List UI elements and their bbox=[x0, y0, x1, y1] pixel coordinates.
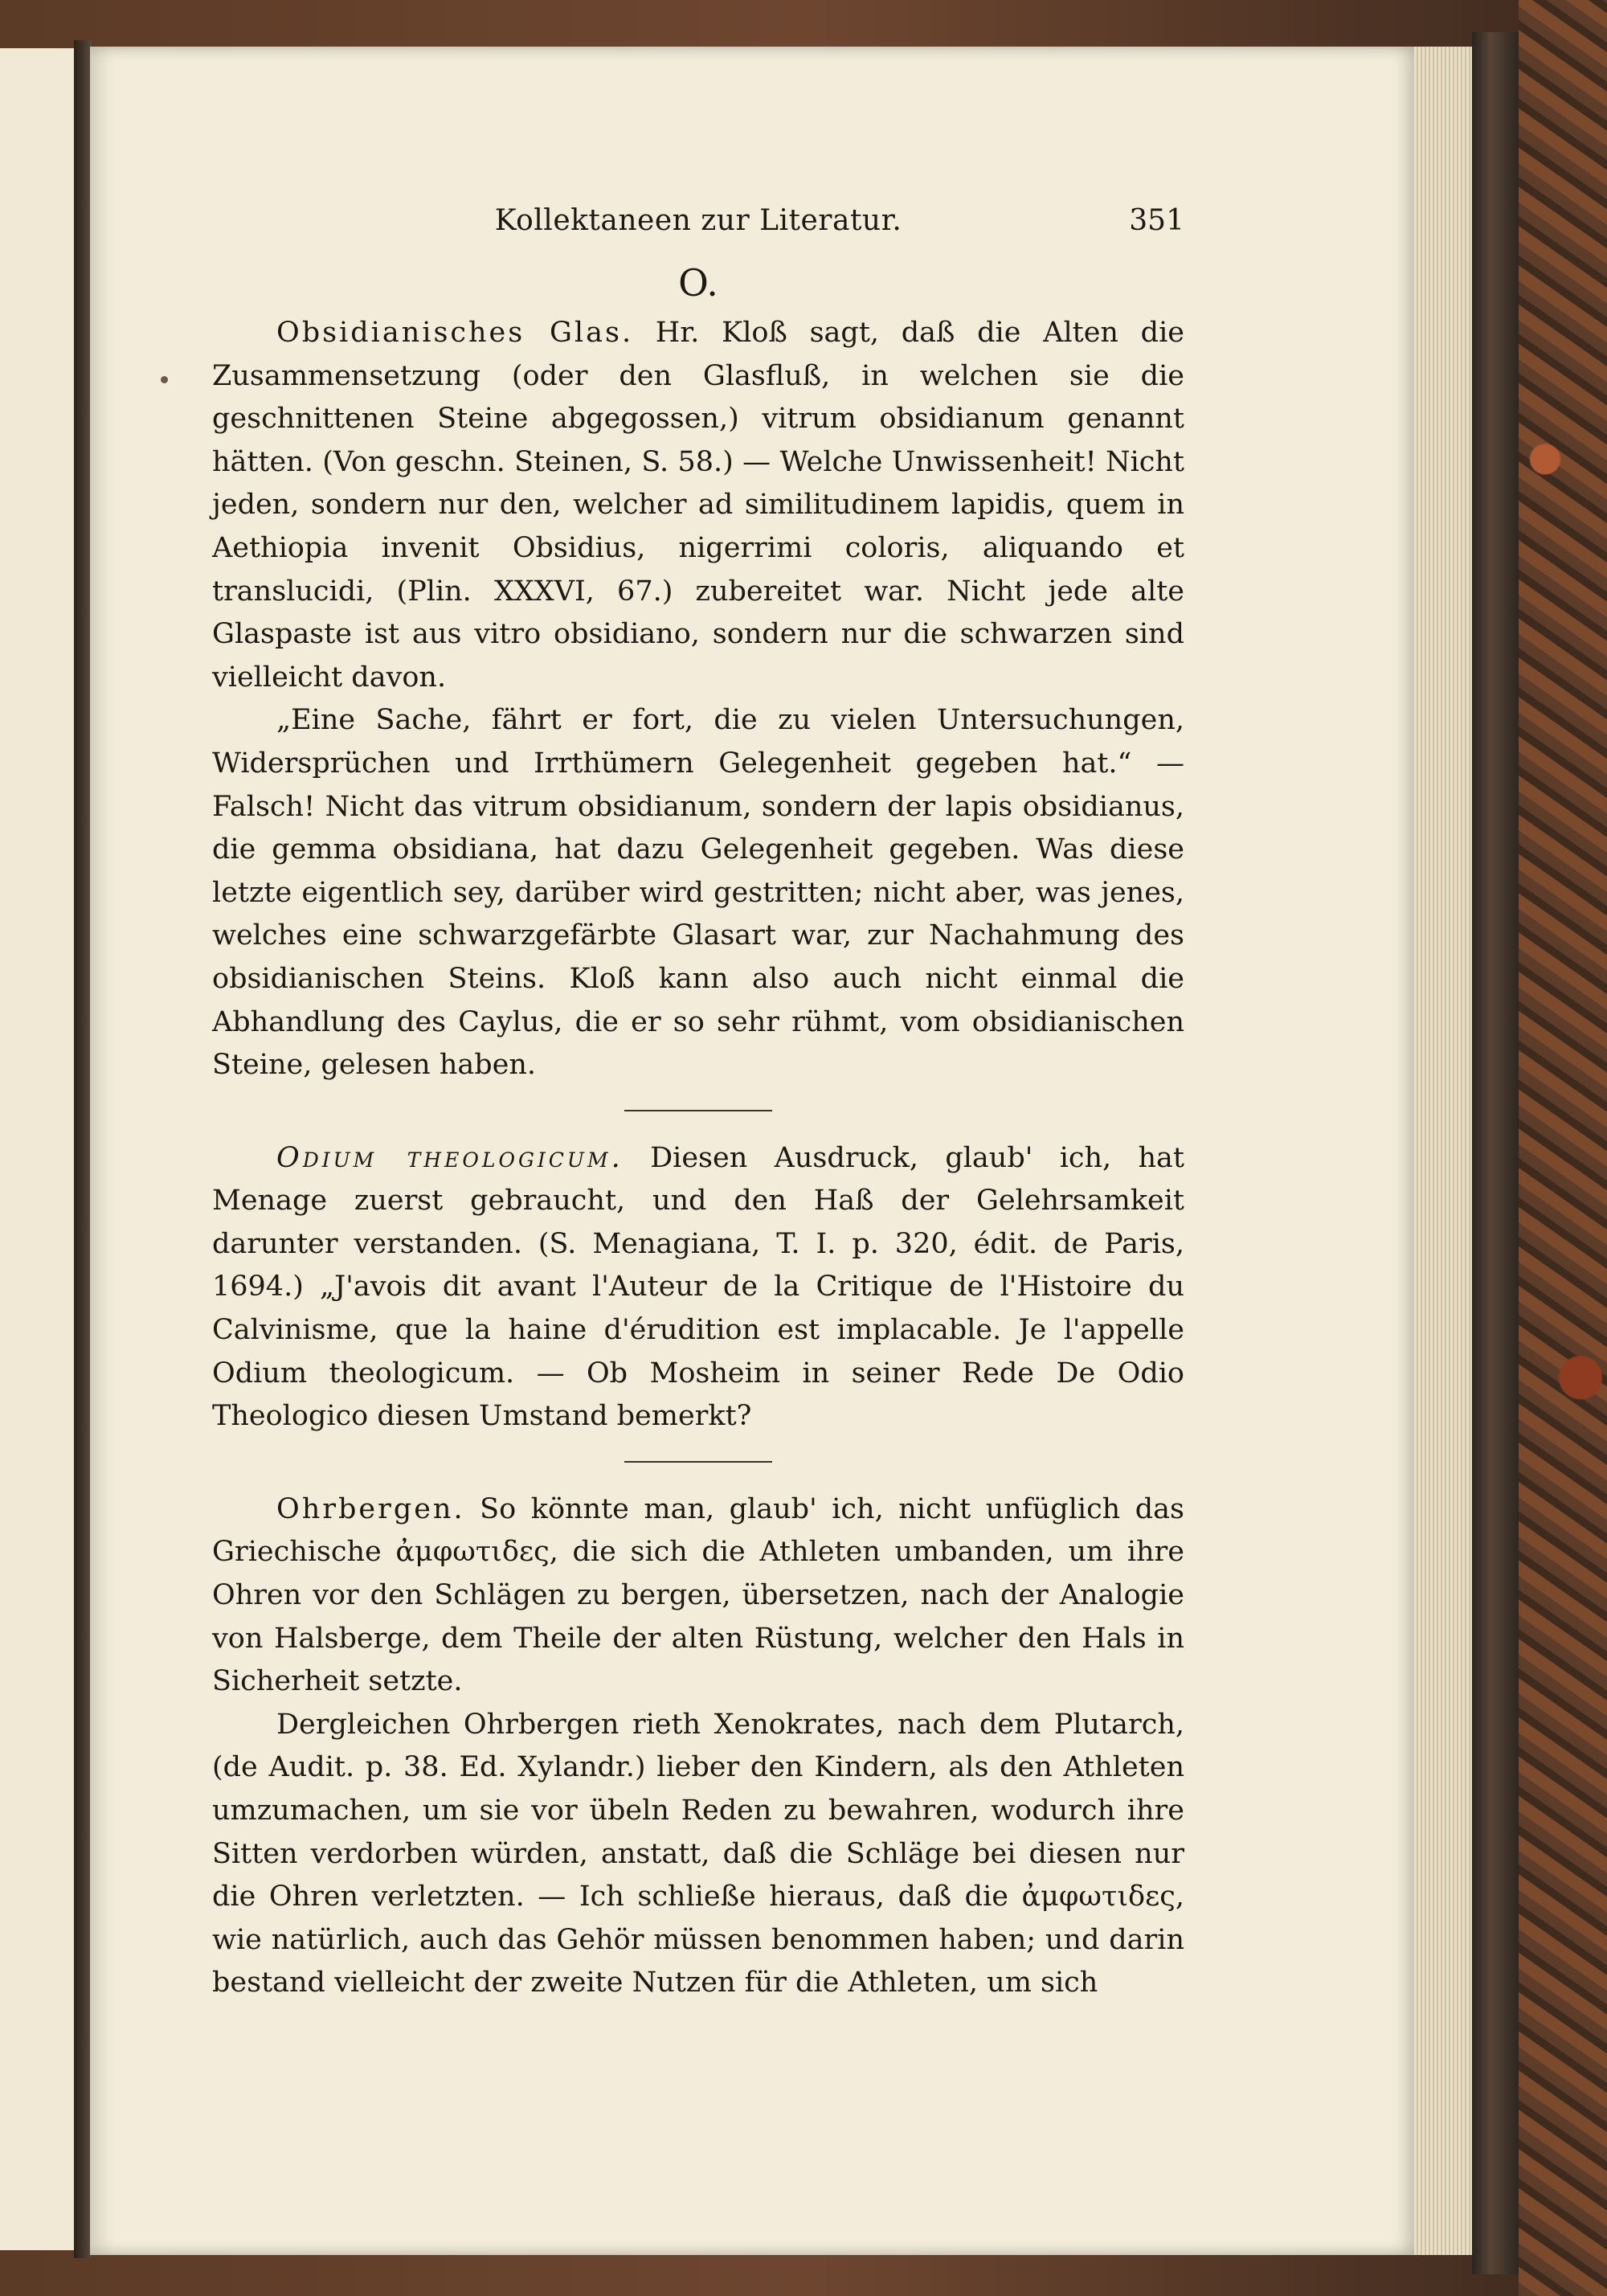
facing-page-edge bbox=[0, 48, 76, 2250]
entry-obsidian-paragraph bbox=[212, 312, 1184, 699]
entry-heading-ohrbergen: Ohrbergen. bbox=[276, 1492, 465, 1525]
entry-obsidian-text: Hr. Kloß sagt, daß die Alten die Zusammensetzung (oder den Glasfluß, in welchen sie die geschnittenen Steine abgegossen,) vitrum obsidianum genannt hätten. (Von geschn. Steinen, S. 58.) — Welche Unwissenheit! Nicht jeden, sondern nur den, welcher ad similitudinem lapidis, quem in Aethiopia invenit Obsidius, nigerrimi coloris, aliquando et translucidi, (Plin. XXXVI, 67.) zubereitet war. Nicht jede alte Glaspaste ist aus vitro obsidiano, sondern nur die schwarzen sind vielleicht davon. bbox=[212, 317, 1184, 694]
entry-odium-text: Diesen Ausdruck, glaub' ich, hat Menage zuerst gebraucht, und den Haß der Gelehrsamkeit darunter verstanden. (S. Menagiana, T. I. p. 320, édit. de Paris, 1694.) „J'avois dit avant l'Auteur de la Critique de l'Histoire du Calvinisme, que la haine d'érudition est implacable. Je l'appelle Odium theologicum. — Ob Mosheim in seiner Rede De Odio Theologico diesen Umstand bemerkt? bbox=[212, 1141, 1184, 1433]
marbled-cover bbox=[1519, 0, 1607, 2296]
margin-mark bbox=[161, 376, 168, 383]
running-head: Kollektaneen zur Literatur. bbox=[494, 204, 902, 237]
entry-heading-obsidian: Obsidianisches Glas. bbox=[276, 317, 634, 349]
entry-ohrbergen-paragraph bbox=[212, 1488, 1184, 1704]
entry-ohrbergen-text: So könnte man, glaub' ich, nicht unfüglich das Griechische ἀμφωτιδες, die sich die Athleten umbanden, um ihre Ohren vor den Schlägen zu bergen, übersetzen, nach der Analogie von Halsberge, dem Theile der alten Rüstung, welcher den Hals in Sicherheit setzte. bbox=[212, 1492, 1184, 1698]
book-cover-edge bbox=[1472, 32, 1519, 2274]
section-letter: O. bbox=[678, 261, 718, 305]
entry-odium-paragraph bbox=[212, 1137, 1184, 1439]
page-text bbox=[212, 199, 1184, 2005]
entry-divider bbox=[624, 1110, 772, 1111]
page-number: 351 bbox=[1129, 204, 1184, 237]
page-stack-edges bbox=[1414, 47, 1474, 2255]
book-gutter bbox=[74, 40, 92, 2258]
entry-heading-odium: Odium theologicum. bbox=[276, 1141, 624, 1174]
entry-divider bbox=[624, 1461, 772, 1463]
page-header bbox=[212, 199, 1184, 256]
entry-ohrbergen-paragraph-2: Dergleichen Ohrbergen rieth Xenokrates, nach dem Plutarch, (de Audit. p. 38. Ed. Xylandr.) lieber den Kindern, als den Athleten umzumachen, um sie vor übeln Reden zu bewahren, wodurch ihre Sitten verdorben würden, anstatt, daß die Schläge bei diesen nur die Ohren verletzten. — Ich schließe hieraus, daß die ἀμφωτιδες, wie natürlich, auch das Gehör müssen benommen haben; und darin bestand vielleicht der zweite Nutzen für die Athleten, um sich bbox=[212, 1708, 1184, 1999]
entry-obsidian-paragraph-2: „Eine Sache, fährt er fort, die zu vielen Untersuchungen, Widersprüchen und Irrthümern Gelegenheit gegeben hat.“ — Falsch! Nicht das vitrum obsidianum, sondern der lapis obsidianus, die gemma obsidiana, hat dazu Gelegenheit gegeben. Was diese letzte eigentlich sey, darüber wird gestritten; nicht aber, was jenes, welches eine schwarzgefärbte Glasart war, zur Nachahmung des obsidianischen Steins. Kloß kann also auch nicht einmal die Abhandlung des Caylus, die er so sehr rühmt, vom obsidianischen Steine, gelesen haben. bbox=[212, 704, 1184, 1082]
